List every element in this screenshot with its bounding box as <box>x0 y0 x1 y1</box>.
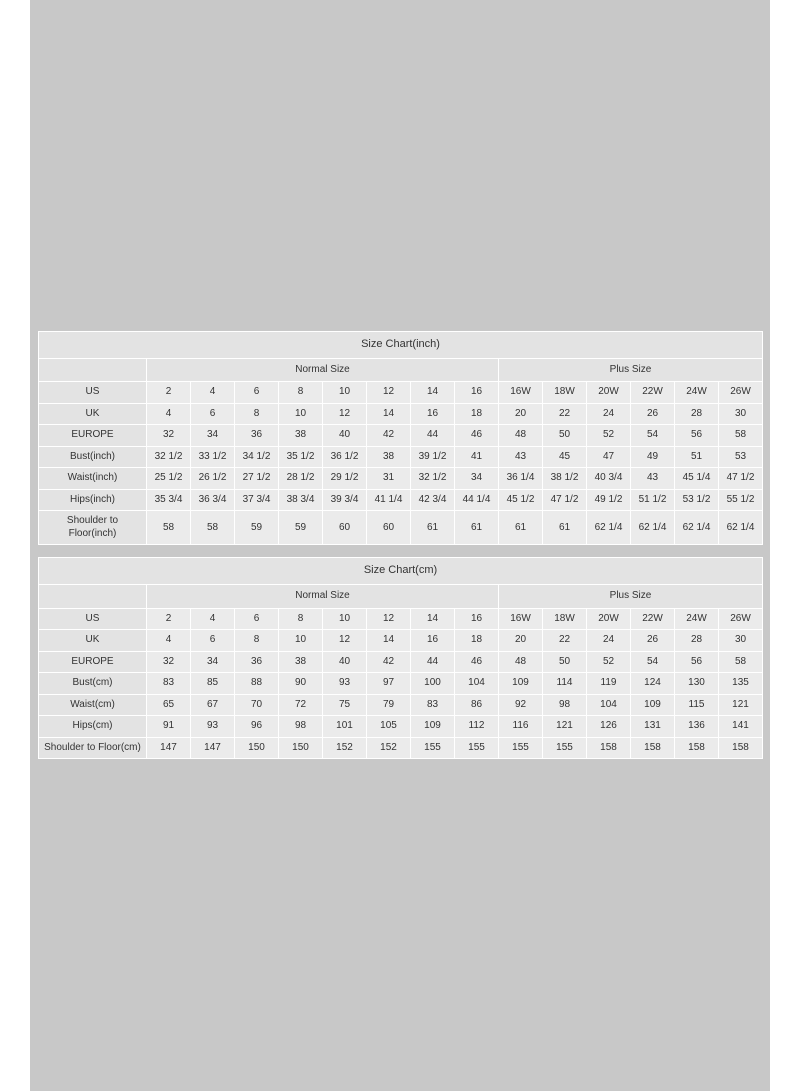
measurement-cell: 98 <box>279 716 323 738</box>
measurement-cell: 51 1/2 <box>631 489 675 511</box>
corner-blank-cell <box>39 585 147 609</box>
measurement-cell: 59 <box>279 511 323 545</box>
table-row <box>39 382 763 404</box>
measurement-cell: 4 <box>191 608 235 630</box>
measurement-cell: 158 <box>587 737 631 759</box>
size-chart-container <box>38 331 763 759</box>
measurement-cell: 16 <box>455 608 499 630</box>
measurement-cell: 8 <box>279 608 323 630</box>
measurement-cell: 52 <box>587 425 631 447</box>
chart-group-row <box>39 585 763 609</box>
size-group-header: Normal Size <box>147 358 499 382</box>
measurement-cell: 47 1/2 <box>719 468 763 490</box>
measurement-cell: 44 <box>411 425 455 447</box>
measurement-cell: 12 <box>323 630 367 652</box>
measurement-cell: 41 <box>455 446 499 468</box>
measurement-cell: 36 1/4 <box>499 468 543 490</box>
measurement-cell: 36 <box>235 425 279 447</box>
measurement-cell: 92 <box>499 694 543 716</box>
measurement-cell: 20W <box>587 382 631 404</box>
measurement-cell: 38 3/4 <box>279 489 323 511</box>
measurement-cell: 70 <box>235 694 279 716</box>
measurement-cell: 45 <box>543 446 587 468</box>
measurement-cell: 10 <box>279 403 323 425</box>
measurement-cell: 46 <box>455 425 499 447</box>
measurement-cell: 51 <box>675 446 719 468</box>
measurement-cell: 43 <box>631 468 675 490</box>
measurement-cell: 116 <box>499 716 543 738</box>
table-row <box>39 403 763 425</box>
measurement-cell: 6 <box>191 630 235 652</box>
measurement-cell: 18 <box>455 403 499 425</box>
measurement-cell: 109 <box>499 673 543 695</box>
measurement-cell: 44 1/4 <box>455 489 499 511</box>
measurement-cell: 12 <box>323 403 367 425</box>
measurement-cell: 40 <box>323 425 367 447</box>
measurement-cell: 20 <box>499 630 543 652</box>
measurement-cell: 24W <box>675 608 719 630</box>
measurement-cell: 62 1/4 <box>675 511 719 545</box>
measurement-cell: 22 <box>543 630 587 652</box>
measurement-cell: 104 <box>587 694 631 716</box>
measurement-cell: 83 <box>411 694 455 716</box>
measurement-cell: 14 <box>367 630 411 652</box>
measurement-cell: 45 1/2 <box>499 489 543 511</box>
measurement-cell: 26 <box>631 630 675 652</box>
cm-chart <box>38 557 763 759</box>
measurement-cell: 50 <box>543 651 587 673</box>
table-row <box>39 511 763 545</box>
measurement-cell: 52 <box>587 651 631 673</box>
measurement-cell: 28 <box>675 630 719 652</box>
measurement-cell: 20 <box>499 403 543 425</box>
table-row <box>39 737 763 759</box>
measurement-cell: 2 <box>147 608 191 630</box>
measurement-cell: 37 3/4 <box>235 489 279 511</box>
measurement-cell: 38 <box>279 425 323 447</box>
row-label: Bust(inch) <box>39 446 147 468</box>
measurement-cell: 32 <box>147 425 191 447</box>
measurement-cell: 4 <box>147 630 191 652</box>
measurement-cell: 34 <box>191 651 235 673</box>
measurement-cell: 25 1/2 <box>147 468 191 490</box>
measurement-cell: 36 <box>235 651 279 673</box>
row-label: Waist(inch) <box>39 468 147 490</box>
measurement-cell: 130 <box>675 673 719 695</box>
measurement-cell: 33 1/2 <box>191 446 235 468</box>
row-label: Hips(cm) <box>39 716 147 738</box>
measurement-cell: 150 <box>235 737 279 759</box>
measurement-cell: 67 <box>191 694 235 716</box>
measurement-cell: 42 <box>367 425 411 447</box>
measurement-cell: 41 1/4 <box>367 489 411 511</box>
size-group-header: Normal Size <box>147 585 499 609</box>
row-label: UK <box>39 630 147 652</box>
table-row <box>39 694 763 716</box>
measurement-cell: 30 <box>719 630 763 652</box>
measurement-cell: 124 <box>631 673 675 695</box>
measurement-cell: 6 <box>191 403 235 425</box>
measurement-cell: 60 <box>367 511 411 545</box>
measurement-cell: 96 <box>235 716 279 738</box>
measurement-cell: 10 <box>323 608 367 630</box>
measurement-cell: 109 <box>411 716 455 738</box>
row-label: EUROPE <box>39 425 147 447</box>
measurement-cell: 152 <box>367 737 411 759</box>
measurement-cell: 49 <box>631 446 675 468</box>
measurement-cell: 6 <box>235 382 279 404</box>
measurement-cell: 12 <box>367 382 411 404</box>
measurement-cell: 34 1/2 <box>235 446 279 468</box>
measurement-cell: 36 3/4 <box>191 489 235 511</box>
measurement-cell: 24 <box>587 630 631 652</box>
measurement-cell: 158 <box>719 737 763 759</box>
table-row <box>39 716 763 738</box>
measurement-cell: 30 <box>719 403 763 425</box>
measurement-cell: 16W <box>499 608 543 630</box>
measurement-cell: 90 <box>279 673 323 695</box>
measurement-cell: 121 <box>719 694 763 716</box>
measurement-cell: 47 1/2 <box>543 489 587 511</box>
size-group-header: Plus Size <box>499 585 763 609</box>
measurement-cell: 56 <box>675 651 719 673</box>
measurement-cell: 22W <box>631 608 675 630</box>
measurement-cell: 93 <box>323 673 367 695</box>
measurement-cell: 40 3/4 <box>587 468 631 490</box>
size-group-header: Plus Size <box>499 358 763 382</box>
chart-title: Size Chart(cm) <box>39 558 763 585</box>
measurement-cell: 155 <box>455 737 499 759</box>
measurement-cell: 24W <box>675 382 719 404</box>
measurement-cell: 65 <box>147 694 191 716</box>
measurement-cell: 32 <box>147 651 191 673</box>
measurement-cell: 155 <box>543 737 587 759</box>
chart-title-row <box>39 558 763 585</box>
measurement-cell: 44 <box>411 651 455 673</box>
measurement-cell: 42 3/4 <box>411 489 455 511</box>
measurement-cell: 8 <box>279 382 323 404</box>
measurement-cell: 93 <box>191 716 235 738</box>
table-row <box>39 630 763 652</box>
table-row <box>39 489 763 511</box>
measurement-cell: 34 <box>455 468 499 490</box>
measurement-cell: 16W <box>499 382 543 404</box>
corner-blank-cell <box>39 358 147 382</box>
measurement-cell: 24 <box>587 403 631 425</box>
measurement-cell: 2 <box>147 382 191 404</box>
measurement-cell: 16 <box>455 382 499 404</box>
measurement-cell: 119 <box>587 673 631 695</box>
measurement-cell: 147 <box>147 737 191 759</box>
measurement-cell: 38 <box>279 651 323 673</box>
measurement-cell: 141 <box>719 716 763 738</box>
measurement-cell: 28 1/2 <box>279 468 323 490</box>
row-label: Hips(inch) <box>39 489 147 511</box>
measurement-cell: 22 <box>543 403 587 425</box>
measurement-cell: 136 <box>675 716 719 738</box>
measurement-cell: 46 <box>455 651 499 673</box>
table-row <box>39 468 763 490</box>
measurement-cell: 45 1/4 <box>675 468 719 490</box>
row-label: US <box>39 608 147 630</box>
measurement-cell: 62 1/4 <box>719 511 763 545</box>
measurement-cell: 126 <box>587 716 631 738</box>
measurement-cell: 59 <box>235 511 279 545</box>
measurement-cell: 112 <box>455 716 499 738</box>
measurement-cell: 8 <box>235 630 279 652</box>
measurement-cell: 58 <box>719 425 763 447</box>
measurement-cell: 22W <box>631 382 675 404</box>
row-label: Waist(cm) <box>39 694 147 716</box>
measurement-cell: 48 <box>499 651 543 673</box>
measurement-cell: 36 1/2 <box>323 446 367 468</box>
table-row <box>39 425 763 447</box>
table-row <box>39 673 763 695</box>
measurement-cell: 61 <box>499 511 543 545</box>
measurement-cell: 26 <box>631 403 675 425</box>
measurement-cell: 49 1/2 <box>587 489 631 511</box>
measurement-cell: 6 <box>235 608 279 630</box>
measurement-cell: 53 <box>719 446 763 468</box>
measurement-cell: 14 <box>411 382 455 404</box>
measurement-cell: 88 <box>235 673 279 695</box>
measurement-cell: 18W <box>543 608 587 630</box>
chart-title: Size Chart(inch) <box>39 332 763 359</box>
measurement-cell: 18W <box>543 382 587 404</box>
measurement-cell: 39 1/2 <box>411 446 455 468</box>
measurement-cell: 10 <box>323 382 367 404</box>
measurement-cell: 50 <box>543 425 587 447</box>
measurement-cell: 58 <box>147 511 191 545</box>
measurement-cell: 54 <box>631 425 675 447</box>
measurement-cell: 131 <box>631 716 675 738</box>
measurement-cell: 58 <box>191 511 235 545</box>
measurement-cell: 86 <box>455 694 499 716</box>
measurement-cell: 121 <box>543 716 587 738</box>
measurement-cell: 61 <box>543 511 587 545</box>
measurement-cell: 38 1/2 <box>543 468 587 490</box>
measurement-cell: 35 1/2 <box>279 446 323 468</box>
measurement-cell: 100 <box>411 673 455 695</box>
measurement-cell: 42 <box>367 651 411 673</box>
measurement-cell: 12 <box>367 608 411 630</box>
row-label: UK <box>39 403 147 425</box>
measurement-cell: 27 1/2 <box>235 468 279 490</box>
measurement-cell: 79 <box>367 694 411 716</box>
measurement-cell: 155 <box>499 737 543 759</box>
measurement-cell: 61 <box>411 511 455 545</box>
row-label: US <box>39 382 147 404</box>
row-label: Bust(cm) <box>39 673 147 695</box>
measurement-cell: 101 <box>323 716 367 738</box>
measurement-cell: 104 <box>455 673 499 695</box>
measurement-cell: 14 <box>411 608 455 630</box>
row-label: Shoulder to Floor(cm) <box>39 737 147 759</box>
chart-group-row <box>39 358 763 382</box>
measurement-cell: 105 <box>367 716 411 738</box>
measurement-cell: 48 <box>499 425 543 447</box>
measurement-cell: 56 <box>675 425 719 447</box>
measurement-cell: 58 <box>719 651 763 673</box>
measurement-cell: 54 <box>631 651 675 673</box>
table-row <box>39 446 763 468</box>
measurement-cell: 16 <box>411 630 455 652</box>
measurement-cell: 28 <box>675 403 719 425</box>
measurement-cell: 155 <box>411 737 455 759</box>
measurement-cell: 18 <box>455 630 499 652</box>
measurement-cell: 85 <box>191 673 235 695</box>
measurement-cell: 8 <box>235 403 279 425</box>
measurement-cell: 26 1/2 <box>191 468 235 490</box>
measurement-cell: 152 <box>323 737 367 759</box>
measurement-cell: 62 1/4 <box>631 511 675 545</box>
measurement-cell: 32 1/2 <box>147 446 191 468</box>
measurement-cell: 43 <box>499 446 543 468</box>
measurement-cell: 38 <box>367 446 411 468</box>
measurement-cell: 53 1/2 <box>675 489 719 511</box>
measurement-cell: 109 <box>631 694 675 716</box>
measurement-cell: 29 1/2 <box>323 468 367 490</box>
chart-title-row <box>39 332 763 359</box>
measurement-cell: 115 <box>675 694 719 716</box>
measurement-cell: 62 1/4 <box>587 511 631 545</box>
inch-chart <box>38 331 763 545</box>
measurement-cell: 83 <box>147 673 191 695</box>
measurement-cell: 4 <box>147 403 191 425</box>
measurement-cell: 39 3/4 <box>323 489 367 511</box>
measurement-cell: 32 1/2 <box>411 468 455 490</box>
size-chart-table <box>38 557 763 759</box>
measurement-cell: 14 <box>367 403 411 425</box>
row-label: EUROPE <box>39 651 147 673</box>
size-chart-table <box>38 331 763 545</box>
measurement-cell: 4 <box>191 382 235 404</box>
measurement-cell: 34 <box>191 425 235 447</box>
measurement-cell: 91 <box>147 716 191 738</box>
measurement-cell: 47 <box>587 446 631 468</box>
measurement-cell: 114 <box>543 673 587 695</box>
measurement-cell: 10 <box>279 630 323 652</box>
measurement-cell: 97 <box>367 673 411 695</box>
measurement-cell: 20W <box>587 608 631 630</box>
measurement-cell: 55 1/2 <box>719 489 763 511</box>
measurement-cell: 61 <box>455 511 499 545</box>
measurement-cell: 158 <box>675 737 719 759</box>
measurement-cell: 26W <box>719 382 763 404</box>
measurement-cell: 26W <box>719 608 763 630</box>
measurement-cell: 35 3/4 <box>147 489 191 511</box>
measurement-cell: 158 <box>631 737 675 759</box>
measurement-cell: 150 <box>279 737 323 759</box>
measurement-cell: 16 <box>411 403 455 425</box>
measurement-cell: 72 <box>279 694 323 716</box>
measurement-cell: 60 <box>323 511 367 545</box>
measurement-cell: 98 <box>543 694 587 716</box>
table-row <box>39 651 763 673</box>
measurement-cell: 135 <box>719 673 763 695</box>
measurement-cell: 31 <box>367 468 411 490</box>
measurement-cell: 147 <box>191 737 235 759</box>
row-label: Shoulder to Floor(inch) <box>39 511 147 545</box>
table-row <box>39 608 763 630</box>
measurement-cell: 40 <box>323 651 367 673</box>
measurement-cell: 75 <box>323 694 367 716</box>
